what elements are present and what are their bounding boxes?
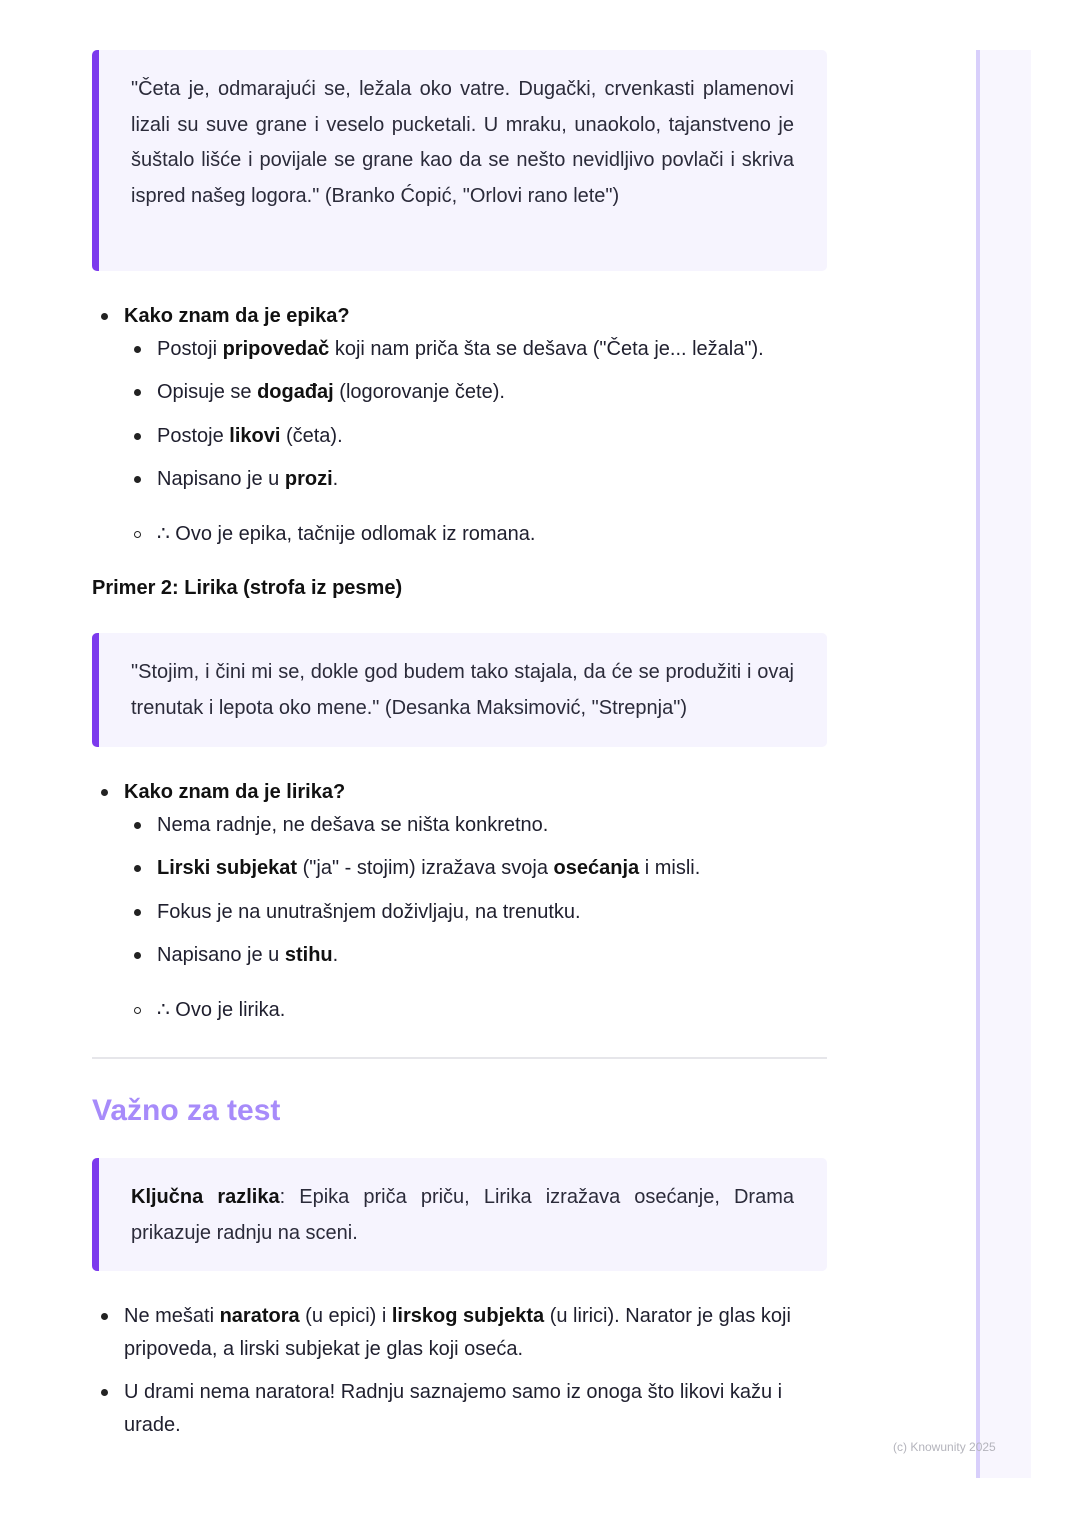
text-segment: (u lirici). Narator je glas koji pripoveda, a lirski subjekat je glas koji oseća. (124, 1305, 791, 1360)
list-item (157, 463, 338, 496)
text-segment: Fokus je na unutrašnjem doživljaju, na trenutku. (157, 901, 581, 923)
text-segment: ("ja" - stojim) izražava svoja (297, 857, 554, 879)
text-segment: (u epici) i (299, 1305, 392, 1327)
list-item (157, 939, 338, 972)
quote-lirika (92, 633, 827, 747)
bold-text: naratora (219, 1305, 300, 1327)
list-heading: Kako znam da je epika? (124, 300, 350, 333)
sidebar-panel (976, 50, 1031, 1478)
text-segment: Postoje (157, 425, 230, 447)
text-segment: U drami nema naratora! Radnju saznajemo samo iz onoga što likovi kažu i urade. (124, 1381, 783, 1436)
text-segment: : Epika priča priču, Lirika izražava osećanje, Drama prikazuje radnju na sceni. (131, 1186, 794, 1244)
divider (92, 1057, 827, 1059)
text-segment: . (332, 468, 339, 490)
text-segment: Opisuje se (157, 381, 258, 403)
section-title: Važno za test (92, 1094, 281, 1127)
list-item (124, 1376, 824, 1442)
quote-epika (92, 50, 827, 271)
bold-text: događaj (257, 381, 334, 403)
text-segment: (četa). (280, 425, 343, 447)
list-item (124, 1300, 824, 1366)
list-item (157, 896, 581, 929)
bold-text: prozi (284, 468, 333, 490)
list-item (157, 809, 548, 842)
list-item (157, 420, 343, 453)
list-item (157, 376, 505, 409)
quote-key-difference (92, 1158, 827, 1271)
bold-text: osećanja (553, 857, 640, 879)
text-segment: Napisano je u (157, 468, 285, 490)
copyright: (c) Knowunity 2025 (893, 1440, 996, 1454)
text-segment: . (332, 944, 339, 966)
text-segment: (logorovanje čete). (333, 381, 505, 403)
text-segment: Ne mešati (124, 1305, 220, 1327)
text-segment: koji nam priča šta se dešava ("Četa je... ležala"). (329, 338, 764, 360)
list-item (157, 333, 764, 366)
conclusion: ∴ Ovo je epika, tačnije odlomak iz romana. (157, 518, 535, 551)
bold-text: Ključna razlika (131, 1186, 280, 1208)
text-segment: Napisano je u (157, 944, 285, 966)
bold-text: stihu (284, 944, 333, 966)
list-heading: Kako znam da je lirika? (124, 776, 345, 809)
bold-text: pripovedač (222, 338, 330, 360)
bold-text: lirskog subjekta (391, 1305, 545, 1327)
bold-text: likovi (229, 425, 281, 447)
primer2-heading: Primer 2: Lirika (strofa iz pesme) (92, 577, 403, 599)
text-segment: Nema radnje, ne dešava se ništa konkretno. (157, 814, 549, 836)
bold-text: Lirski subjekat (157, 857, 298, 879)
conclusion: ∴ Ovo je lirika. (157, 994, 285, 1027)
text-segment: i misli. (639, 857, 701, 879)
text-segment: "Stojim, i čini mi se, dokle god budem tako stajala, da će se produžiti i ovaj trenutak i lepota oko mene." (Desanka Maksimović, "Strepnja") (131, 661, 794, 719)
text-segment: "Četa je, odmarajući se, ležala oko vatre. Dugački, crvenkasti plamenovi lizali su suve grane i veselo pucketali. U mraku, unaokolo, tajanstveno je šuštalo lišće i povijale se grane kao da se nešto nevidljivo povlači i skriva ispred našeg logora." (Branko Ćopić, "Orlovi rano lete") (131, 78, 794, 207)
list-item (157, 852, 700, 885)
text-segment: Postoji (157, 338, 223, 360)
